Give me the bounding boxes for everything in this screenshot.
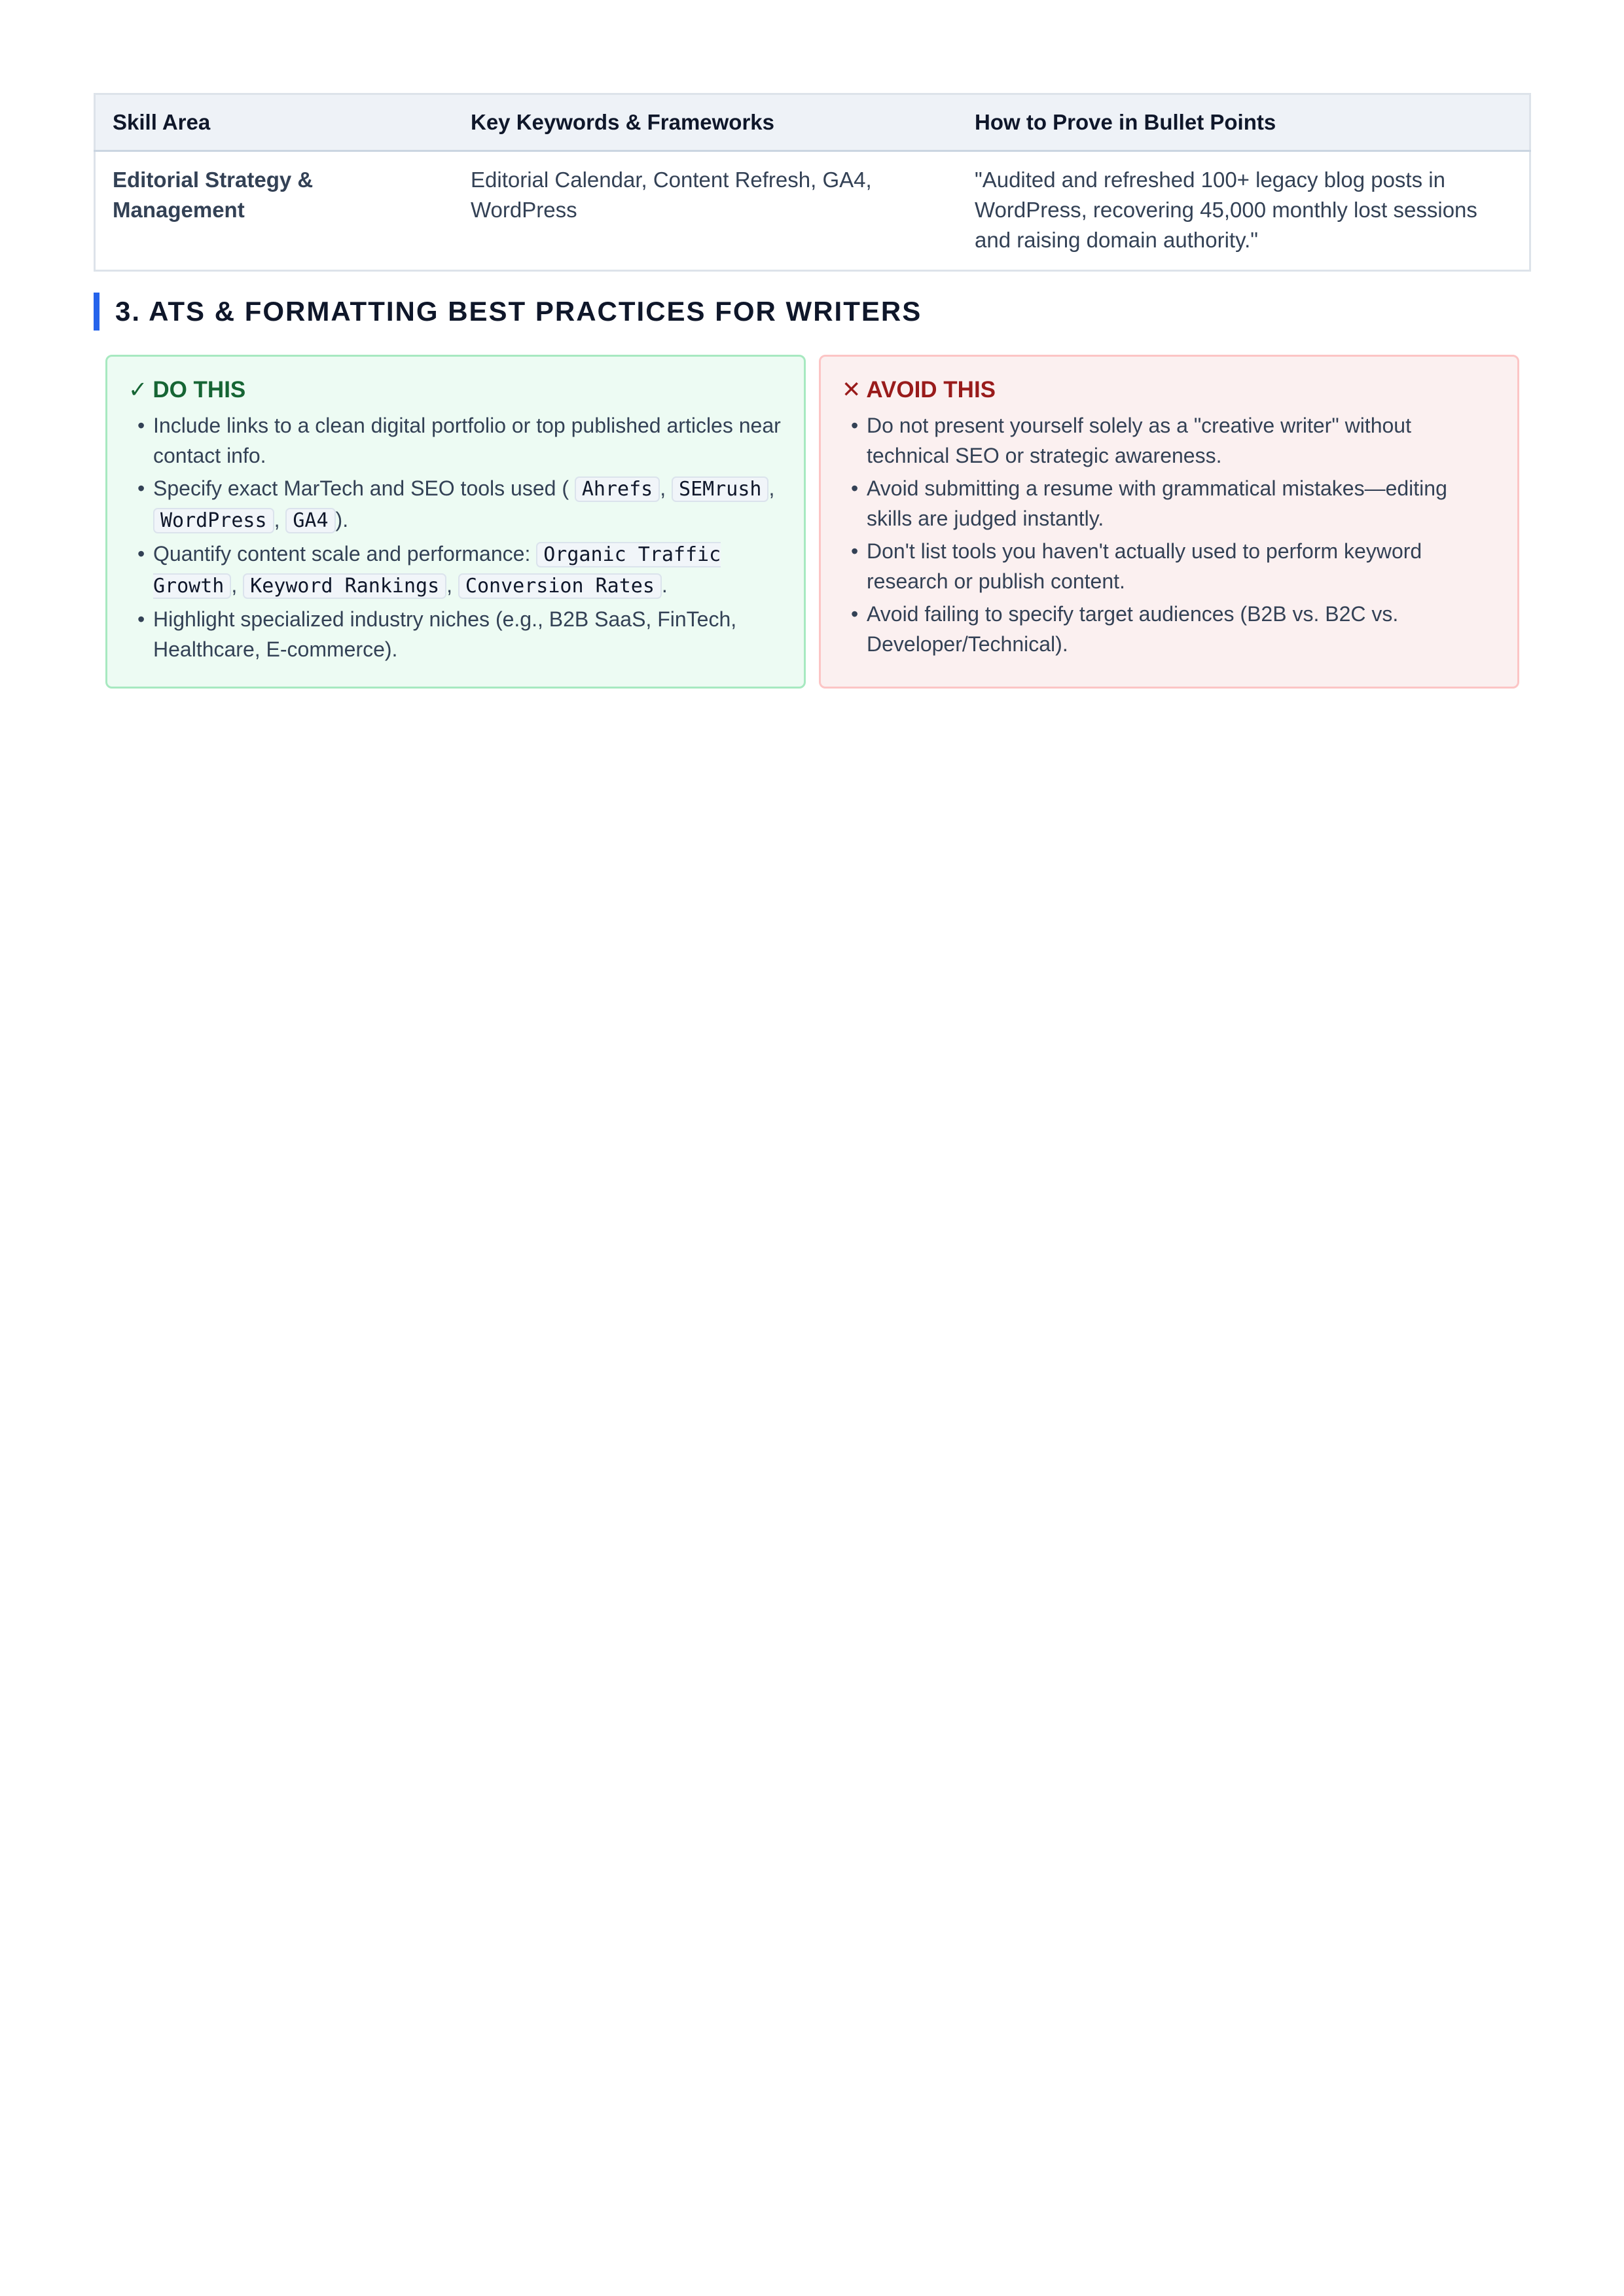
do-this-list xyxy=(128,410,784,664)
list-item-text: ). xyxy=(335,508,349,531)
list-item xyxy=(128,410,784,471)
cross-icon: ✕ xyxy=(842,377,861,403)
tool-tag: Ahrefs xyxy=(575,476,660,502)
document-page xyxy=(94,93,1531,689)
do-this-box xyxy=(105,355,806,689)
table-header-row xyxy=(95,94,1530,151)
section-accent-bar xyxy=(94,293,99,331)
list-item: • Avoid submitting a resume with grammatical mistakes—editing skills are judged instantly. xyxy=(842,473,1498,533)
list-item: • Quantify content scale and performance: Organic Traffic Growth , Keyword Rankings , Conversion Rates . xyxy=(128,539,784,601)
cell-keywords: Editorial Calendar, Content Refresh, GA4, WordPress xyxy=(471,168,872,222)
avoid-this-heading xyxy=(842,374,1498,406)
do-avoid-panels xyxy=(94,355,1531,689)
metric-tag: Keyword Rankings xyxy=(243,573,446,599)
column-header-proof: How to Prove in Bullet Points xyxy=(958,94,1530,151)
do-this-heading xyxy=(128,374,784,406)
list-item-text: Specify exact MarTech and SEO tools used ( xyxy=(153,476,569,500)
table-row xyxy=(95,151,1530,271)
skills-table xyxy=(94,93,1531,272)
do-this-title: DO THIS xyxy=(153,377,246,403)
tool-tag: GA4 xyxy=(285,508,335,533)
list-item: • Avoid failing to specify target audiences (B2B vs. B2C vs. Developer/Technical). xyxy=(842,599,1498,659)
avoid-this-list xyxy=(842,410,1498,659)
tool-tag: SEMrush xyxy=(672,476,768,502)
list-item: • Don't list tools you haven't actually used to perform keyword research or publish content. xyxy=(842,536,1498,596)
list-item-text: Highlight specialized industry niches (e.g., B2B SaaS, FinTech, Healthcare, E-commerce). xyxy=(153,607,737,661)
section-heading xyxy=(94,293,1531,331)
tool-tag: WordPress xyxy=(153,508,274,533)
list-item-text: Include links to a clean digital portfolio or top published articles near contact info. xyxy=(153,414,781,467)
section-title: 3. ATS & FORMATTING BEST PRACTICES FOR WRITERS xyxy=(115,296,922,327)
avoid-this-title: AVOID THIS xyxy=(866,377,996,403)
list-item xyxy=(128,604,784,664)
checkmark-icon: ✓ xyxy=(128,377,148,403)
cell-skill-area: Editorial Strategy & Management xyxy=(113,168,314,222)
list-item: • Specify exact MarTech and SEO tools used ( Ahrefs , SEMrush , WordPress , GA4 ). xyxy=(128,473,784,536)
column-header-keywords: Key Keywords & Frameworks xyxy=(454,94,958,151)
list-item-text: Quantify content scale and performance: xyxy=(153,542,531,565)
list-item: • Do not present yourself solely as a "creative writer" without technical SEO or strategic awareness. xyxy=(842,410,1498,471)
metric-tag: Conversion Rates xyxy=(458,573,662,599)
list-item-text: . xyxy=(661,573,668,597)
metric-tag: Organic Traffic Growth xyxy=(153,543,721,598)
avoid-this-box xyxy=(819,355,1519,689)
cell-proof: "Audited and refreshed 100+ legacy blog posts in WordPress, recovering 45,000 monthly lost sessions and raising domain authority." xyxy=(975,168,1477,252)
column-header-skill-area: Skill Area xyxy=(95,94,454,151)
